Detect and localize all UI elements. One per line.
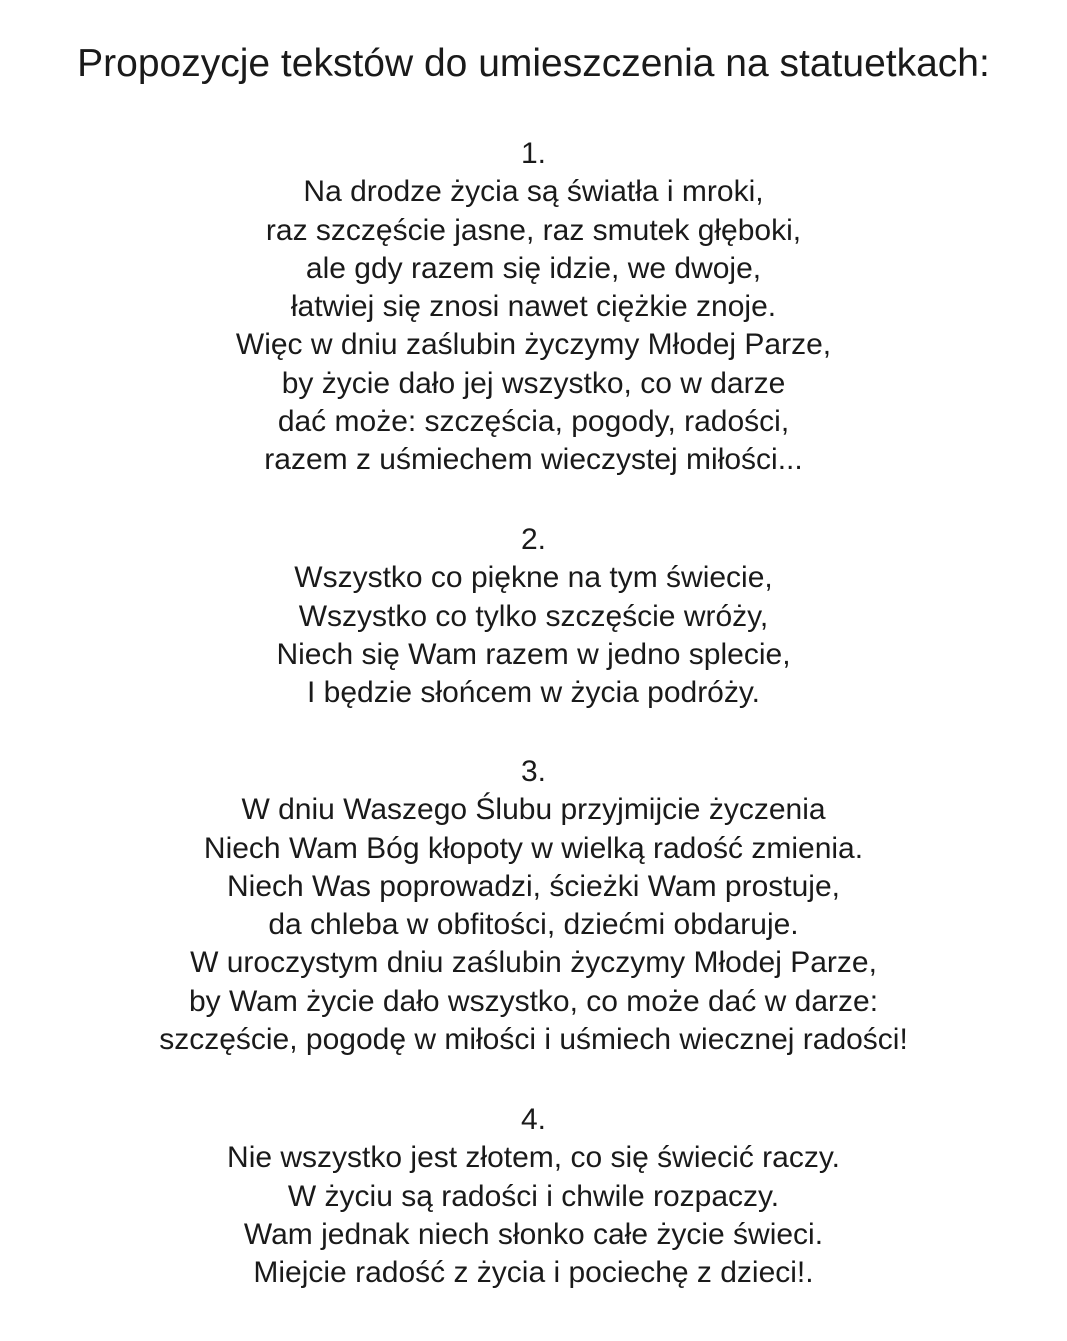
poem-line: Na drodze życia są światła i mroki, bbox=[303, 175, 764, 209]
poem-line: Wam jednak niech słonko całe życie świeci. bbox=[243, 1217, 824, 1251]
poem-2 bbox=[0, 521, 1067, 712]
poem-line: by życie dało jej wszystko, co w darze bbox=[281, 366, 786, 400]
page-title: Propozycje tekstów do umieszczenia na statuetkach: bbox=[77, 42, 990, 85]
poem-line: Wszystko co tylko szczęście wróży, bbox=[298, 599, 769, 633]
poem-line: by Wam życie dało wszystko, co może dać w darze: bbox=[188, 984, 879, 1018]
poem-line: W życiu są radości i chwile rozpaczy. bbox=[287, 1179, 780, 1213]
poem-1 bbox=[0, 135, 1067, 480]
poem-line: dać może: szczęścia, pogody, radości, bbox=[277, 405, 790, 439]
poem-number: 2. bbox=[520, 523, 547, 556]
poem-line: W dniu Waszego Ślubu przyjmijcie życzenia bbox=[241, 793, 826, 827]
poem-line: razem z uśmiechem wieczystej miłości... bbox=[264, 443, 803, 477]
poem-number: 3. bbox=[520, 755, 547, 788]
poem-line: Miejcie radość z życia i pociechę z dzieci!. bbox=[253, 1256, 814, 1290]
poem-line: łatwiej się znosi nawet ciężkie znoje. bbox=[290, 290, 777, 324]
poem-number: 1. bbox=[520, 137, 547, 170]
poem-line: Niech Wam Bóg kłopoty w wielką radość zmienia. bbox=[203, 831, 864, 865]
poem-3 bbox=[0, 753, 1067, 1059]
poem-number: 4. bbox=[520, 1103, 547, 1136]
poem-4 bbox=[0, 1101, 1067, 1292]
poem-line: raz szczęście jasne, raz smutek głęboki, bbox=[265, 213, 802, 247]
poem-line: da chleba w obfitości, dziećmi obdaruje. bbox=[268, 908, 799, 942]
poem-line: Nie wszystko jest złotem, co się świecić raczy. bbox=[227, 1141, 840, 1175]
poem-line: W uroczystym dniu zaślubin życzymy Młodej Parze, bbox=[190, 946, 877, 980]
poem-line: Więc w dniu zaślubin życzymy Młodej Parze, bbox=[235, 328, 832, 362]
poem-line: Niech Was poprowadzi, ścieżki Wam prostuje, bbox=[227, 869, 840, 903]
poem-line: I będzie słońcem w życia podróży. bbox=[307, 676, 760, 710]
poem-line: ale gdy razem się idzie, we dwoje, bbox=[305, 251, 762, 285]
poem-line: Niech się Wam razem w jedno splecie, bbox=[276, 637, 791, 671]
poem-line: Wszystko co piękne na tym świecie, bbox=[294, 561, 773, 595]
poem-line: szczęście, pogodę w miłości i uśmiech wiecznej radości! bbox=[159, 1023, 908, 1057]
